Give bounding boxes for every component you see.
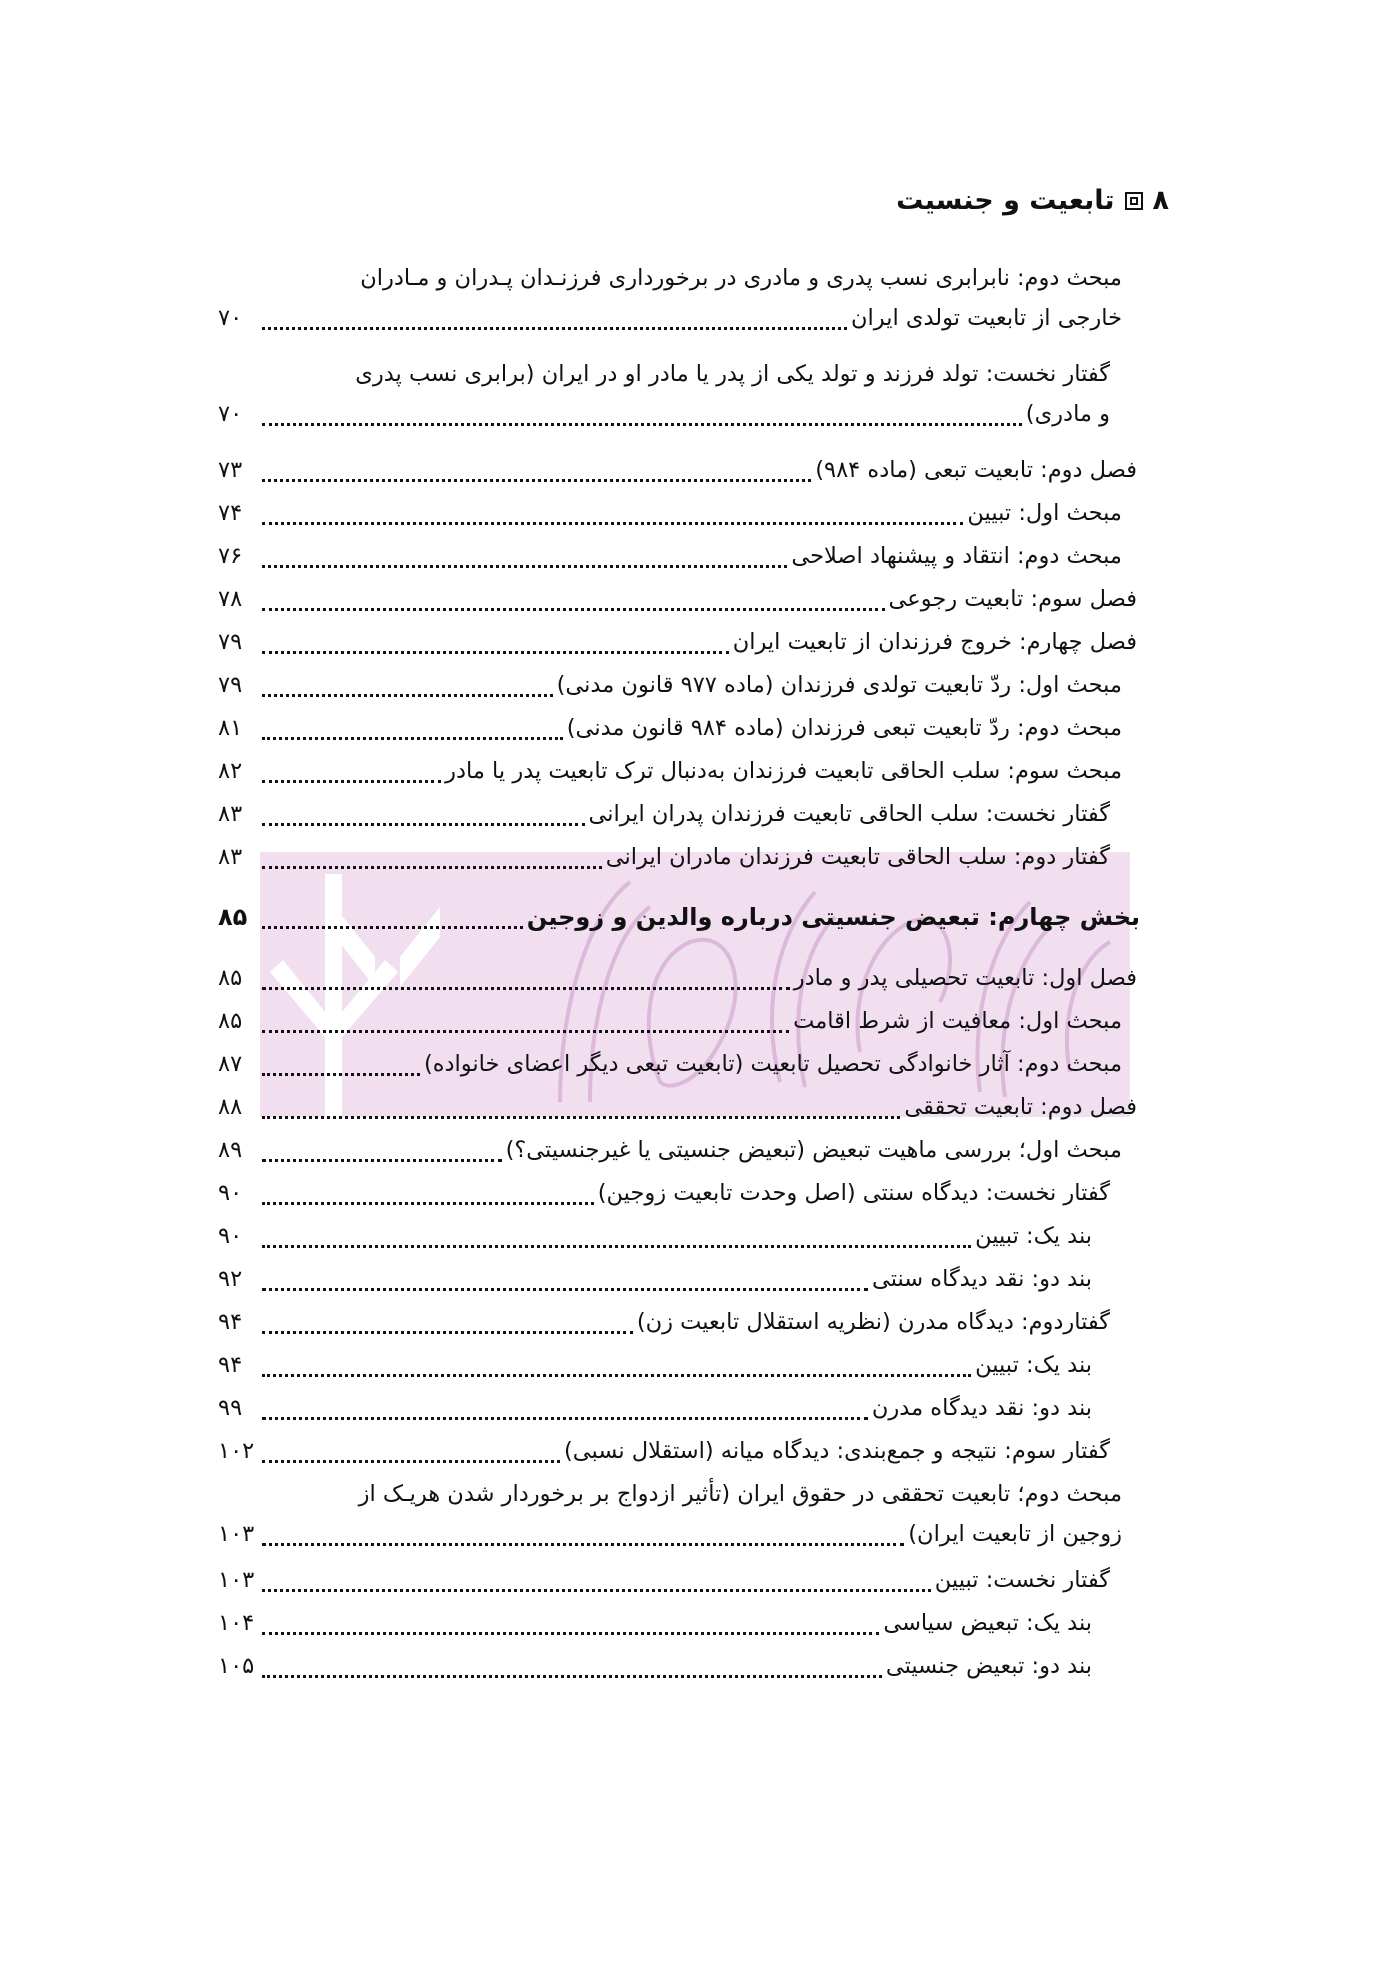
toc-line (218, 394, 1110, 434)
toc-entry-fasl (218, 450, 1137, 490)
dot-leader (262, 1589, 931, 1592)
toc-title: فصل چهارم: خروج فرزندان از تابعیت ایران (732, 629, 1137, 655)
toc-entry-bakhsh (218, 897, 1140, 937)
toc-title: مبحث اول؛ بررسی ماهیت تبعیض (تبعیض جنسیتی یا غیرجنسیتی؟) (505, 1137, 1122, 1163)
dot-leader (262, 1245, 971, 1248)
toc-title: خارجی از تابعیت تولدی ایران (851, 305, 1122, 331)
toc-title: گفتار نخست: تولد فرزند و تولد یکی از پدر یا مادر او در ایران (برابری نسب پدری (355, 361, 1110, 387)
toc-title: فصل دوم: تابعیت تبعی (ماده ۹۸۴) (815, 457, 1137, 483)
toc-page-number: ۱۰۴ (218, 1610, 255, 1636)
book-title: تابعیت و جنسیت (896, 185, 1115, 216)
dot-leader (262, 608, 885, 611)
toc-page-number: ۹۲ (218, 1266, 243, 1292)
dot-leader (262, 1460, 560, 1463)
toc-line (218, 837, 1110, 877)
toc-entry-goftar (218, 1302, 1110, 1342)
dot-leader (262, 479, 811, 482)
toc-page-number: ۷۰ (218, 305, 243, 331)
toc-line (218, 708, 1122, 748)
toc-line (218, 1345, 1092, 1385)
toc-title: مبحث دوم: ردّ تابعیت تبعی فرزندان (ماده ۹۸۴ قانون مدنی) (566, 715, 1122, 741)
toc-entry-mabhas (218, 536, 1122, 576)
toc-title: مبحث دوم: آثار خانوادگی تحصیل تابعیت (تابعیت تبعی دیگر اعضای خانواده) (423, 1051, 1122, 1077)
toc-title: بند دو: تبعیض جنسیتی (885, 1653, 1092, 1679)
dot-leader (262, 1030, 789, 1033)
toc-line (218, 622, 1137, 662)
toc-entry-band (218, 1603, 1092, 1643)
toc-title: بند یک: تبیین (975, 1223, 1092, 1249)
dot-leader (262, 1202, 594, 1205)
toc-line (218, 1216, 1092, 1256)
running-header (896, 185, 1169, 216)
toc-line (218, 1259, 1092, 1299)
toc-line (218, 1044, 1122, 1084)
dot-leader (262, 1288, 868, 1291)
page-number: ۸ (1152, 185, 1169, 216)
toc-line (218, 579, 1137, 619)
toc-title: مبحث اول: معافیت از شرط اقامت (793, 1008, 1122, 1034)
toc-line (218, 450, 1137, 490)
toc-entry-band (218, 1216, 1092, 1256)
toc-title: گفتار سوم: نتیجه و جمع‌بندی: دیدگاه میانه (استقلال نسبی) (564, 1438, 1110, 1464)
dot-leader (262, 565, 787, 568)
toc-page-number: ۸۵ (218, 1008, 243, 1034)
toc-page-number: ۷۶ (218, 543, 243, 569)
toc-page-number: ۸۷ (218, 1051, 243, 1077)
dot-leader (262, 1675, 882, 1678)
toc-page-number: ۷۴ (218, 500, 243, 526)
toc-entry-mabhas (218, 665, 1122, 705)
toc-title: گفتاردوم: دیدگاه مدرن (نظریه استقلال تابعیت زن) (636, 1309, 1110, 1335)
toc-page-number: ۱۰۲ (218, 1438, 255, 1464)
toc-entry-mabhas (218, 493, 1122, 533)
toc-page-number: ۷۳ (218, 457, 243, 483)
toc-line (218, 354, 1110, 394)
toc-page-number: ۸۱ (218, 715, 243, 741)
dot-leader (262, 1116, 900, 1119)
toc-page-number: ۹۰ (218, 1223, 243, 1249)
toc-page-number: ۷۰ (218, 401, 243, 427)
toc-line (218, 751, 1122, 791)
toc-line (218, 1130, 1122, 1170)
toc-title: مبحث سوم: سلب الحاقی تابعیت فرزندان به‌دنبال ترک تابعیت پدر یا مادر (445, 758, 1122, 784)
dot-leader (262, 1331, 633, 1334)
dot-leader (262, 987, 790, 990)
toc-title: گفتار نخست: سلب الحاقی تابعیت فرزندان پدران ایرانی (588, 801, 1110, 827)
toc-line (218, 1087, 1137, 1127)
toc-entry-band (218, 1345, 1092, 1385)
toc-title: مبحث اول: ردّ تابعیت تولدی فرزندان (ماده ۹۷۷ قانون مدنی) (556, 672, 1122, 698)
toc-page-number: ۱۰۳ (218, 1567, 255, 1593)
toc-entry-mabhas (218, 1130, 1122, 1170)
toc-page-number: ۸۲ (218, 758, 243, 784)
toc-page-number: ۸۳ (218, 801, 243, 827)
dot-leader (262, 694, 553, 697)
toc-entry-mabhas (218, 751, 1122, 791)
toc-line (218, 1302, 1110, 1342)
toc-entry-goftar (218, 1560, 1110, 1600)
toc-line (218, 794, 1110, 834)
toc-line (218, 958, 1137, 998)
toc-entry-fasl (218, 1087, 1137, 1127)
toc-title: بند یک: تبیین (975, 1352, 1092, 1378)
toc-title: فصل سوم: تابعیت رجوعی (888, 586, 1137, 612)
toc-page-number: ۹۰ (218, 1180, 243, 1206)
toc-title: فصل اول: تابعیت تحصیلی پدر و مادر (793, 965, 1137, 991)
toc-line (218, 665, 1122, 705)
toc-line (218, 1474, 1122, 1514)
toc-page-number: ۸۳ (218, 844, 243, 870)
toc-title: گفتار نخست: دیدگاه سنتی (اصل وحدت تابعیت زوجین) (597, 1180, 1110, 1206)
toc-line (218, 493, 1122, 533)
toc-line (218, 1646, 1092, 1686)
toc-line (218, 1560, 1110, 1600)
toc-entry-goftar (218, 1173, 1110, 1213)
toc-line (218, 1173, 1110, 1213)
toc-page-number: ۸۵ (218, 965, 243, 991)
toc-entry-mabhas (218, 258, 1122, 338)
toc-line (218, 1388, 1092, 1428)
toc-line (218, 1431, 1110, 1471)
dot-leader (262, 1417, 868, 1420)
toc-entry-goftar (218, 354, 1110, 434)
dot-leader (262, 780, 441, 783)
toc-entry-fasl (218, 958, 1137, 998)
toc-entry-band (218, 1646, 1092, 1686)
toc-entry-band (218, 1259, 1092, 1299)
toc-entry-mabhas (218, 708, 1122, 748)
toc-line (218, 1514, 1122, 1554)
toc-page-number: ۱۰۳ (218, 1521, 255, 1547)
toc-line (218, 1001, 1122, 1041)
dot-leader (262, 522, 963, 525)
dot-leader (262, 423, 1022, 426)
toc-entry-goftar (218, 837, 1110, 877)
toc-page-number: ۹۴ (218, 1309, 243, 1335)
toc-page-number: ۷۸ (218, 586, 243, 612)
toc-entry-mabhas (218, 1001, 1122, 1041)
toc-entry-fasl (218, 579, 1137, 619)
toc-title: و مادری) (1025, 401, 1110, 427)
square-bullet-icon (1125, 192, 1143, 210)
toc-entry-fasl (218, 622, 1137, 662)
toc-title: بند دو: نقد دیدگاه سنتی (871, 1266, 1092, 1292)
dot-leader (262, 866, 602, 869)
toc-entry-goftar (218, 1431, 1110, 1471)
toc-line (218, 1603, 1092, 1643)
toc-title: فصل دوم: تابعیت تحققی (904, 1094, 1137, 1120)
dot-leader (262, 651, 729, 654)
toc-line (218, 536, 1122, 576)
toc-entry-goftar (218, 794, 1110, 834)
toc-title: مبحث دوم؛ تابعیت تحققی در حقوق ایران (تأثیر ازدواج بر برخوردار شدن هریـک از (358, 1481, 1122, 1507)
toc-line (218, 298, 1122, 338)
dot-leader (262, 823, 585, 826)
toc-title: گفتار دوم: سلب الحاقی تابعیت فرزندان مادران ایرانی (605, 844, 1110, 870)
toc-title: زوجین از تابعیت ایران) (908, 1521, 1122, 1547)
toc-page-number: ۷۹ (218, 629, 243, 655)
dot-leader (262, 1543, 904, 1546)
toc-title: بند دو: نقد دیدگاه مدرن (871, 1395, 1092, 1421)
toc-line (218, 897, 1140, 937)
toc-title: بخش چهارم: تبعیض جنسیتی درباره والدین و زوجین (526, 903, 1140, 931)
toc-line (218, 258, 1122, 298)
toc-title: مبحث دوم: نابرابری نسب پدری و مادری در برخورداری فرزنـدان پـدران و مـادران (360, 265, 1122, 291)
toc-page-number: ۹۹ (218, 1395, 243, 1421)
toc-page-number: ۷۹ (218, 672, 243, 698)
toc-page-number: ۹۴ (218, 1352, 243, 1378)
toc-title: مبحث اول: تبیین (967, 500, 1122, 526)
toc-page-number: ۸۸ (218, 1094, 243, 1120)
toc-entry-band (218, 1388, 1092, 1428)
dot-leader (262, 327, 847, 330)
dot-leader (262, 1374, 971, 1377)
toc-entry-mabhas (218, 1474, 1122, 1554)
toc-page-number: ۸۹ (218, 1137, 243, 1163)
toc-entry-mabhas (218, 1044, 1122, 1084)
dot-leader (262, 737, 563, 740)
dot-leader (262, 1632, 879, 1635)
dot-leader (262, 926, 523, 929)
toc-page-number: ۱۰۵ (218, 1653, 255, 1679)
toc-title: مبحث دوم: انتقاد و پیشنهاد اصلاحی (791, 543, 1122, 569)
toc-page-number: ۸۵ (218, 903, 248, 931)
dot-leader (262, 1073, 420, 1076)
toc-title: گفتار نخست: تبیین (934, 1567, 1110, 1593)
dot-leader (262, 1159, 502, 1162)
toc-title: بند یک: تبعیض سیاسی (883, 1610, 1092, 1636)
